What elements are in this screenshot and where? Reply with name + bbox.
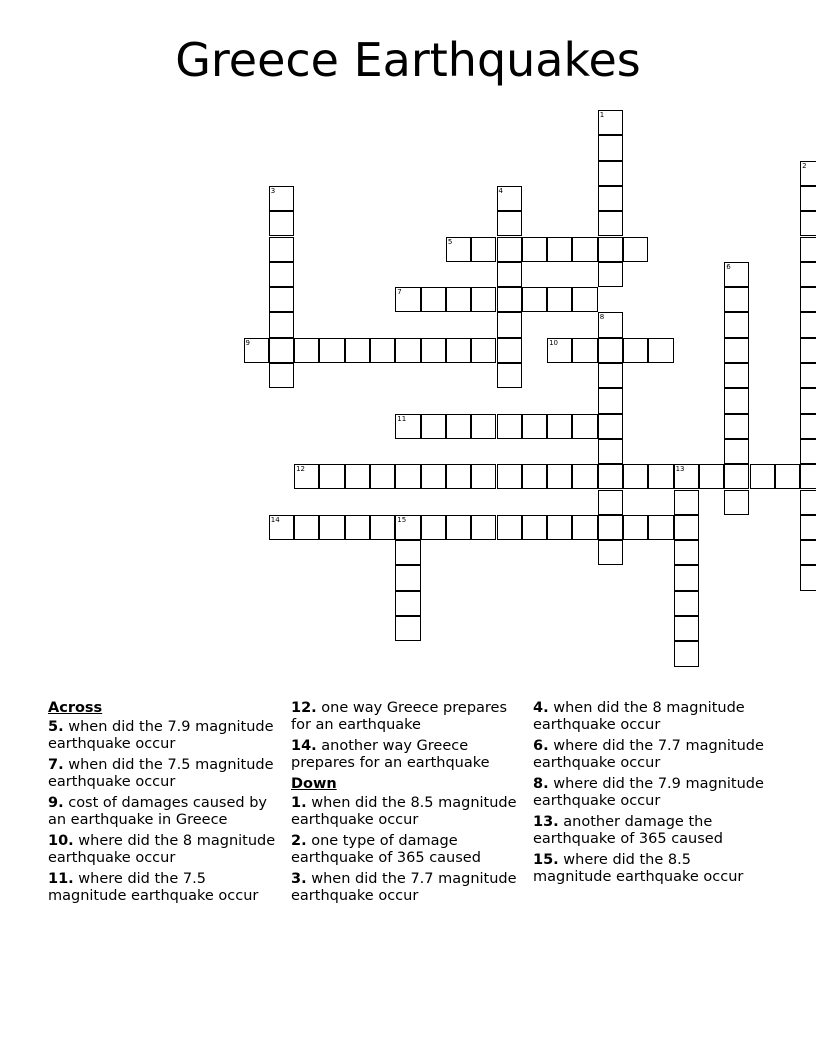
grid-cell[interactable] bbox=[497, 338, 522, 363]
grid-cell[interactable] bbox=[547, 464, 572, 489]
grid-cell[interactable] bbox=[623, 237, 648, 262]
clue-number: 10. bbox=[48, 833, 74, 849]
clue-number: 14. bbox=[291, 738, 317, 754]
grid-cell[interactable] bbox=[497, 515, 522, 540]
grid-cell[interactable] bbox=[497, 312, 522, 337]
grid-cell[interactable] bbox=[724, 490, 749, 515]
grid-cell[interactable] bbox=[522, 237, 547, 262]
grid-cell[interactable] bbox=[370, 464, 395, 489]
grid-cell[interactable] bbox=[750, 464, 775, 489]
grid-cell[interactable] bbox=[522, 464, 547, 489]
grid-cell[interactable] bbox=[522, 414, 547, 439]
grid-cell[interactable] bbox=[648, 338, 673, 363]
grid-cell[interactable] bbox=[800, 186, 816, 211]
grid-cell[interactable] bbox=[598, 211, 623, 236]
grid-cell[interactable] bbox=[800, 464, 816, 489]
across-clue bbox=[48, 719, 283, 753]
grid-cell[interactable] bbox=[648, 515, 673, 540]
clue-number-label: 12 bbox=[296, 465, 306, 474]
clue-text: when did the 7.7 magnitude earthquake occur bbox=[291, 871, 517, 904]
down-clue bbox=[291, 833, 526, 867]
grid-cell[interactable] bbox=[724, 464, 749, 489]
clue-text: when did the 7.5 magnitude earthquake occur bbox=[48, 757, 274, 790]
grid-cell[interactable] bbox=[724, 338, 749, 363]
grid-cell[interactable] bbox=[800, 363, 816, 388]
down-clue bbox=[533, 776, 768, 810]
grid-cell[interactable] bbox=[572, 287, 597, 312]
clue-text: cost of damages caused by an earthquake in Greece bbox=[48, 795, 268, 828]
grid-cell[interactable] bbox=[572, 414, 597, 439]
grid-cell[interactable] bbox=[598, 186, 623, 211]
clues-column-3 bbox=[533, 700, 768, 890]
grid-cell[interactable] bbox=[319, 464, 344, 489]
grid-cell[interactable] bbox=[674, 464, 699, 489]
grid-cell[interactable] bbox=[800, 287, 816, 312]
clue-text: where did the 7.9 magnitude earthquake occur bbox=[533, 776, 764, 809]
grid-cell[interactable] bbox=[395, 515, 420, 540]
clue-number-label: 1 bbox=[599, 111, 605, 119]
grid-cell[interactable] bbox=[724, 439, 749, 464]
clue-number: 7. bbox=[48, 757, 64, 773]
grid-cell[interactable] bbox=[674, 540, 699, 565]
grid-cell[interactable] bbox=[269, 515, 294, 540]
grid-cell[interactable] bbox=[724, 287, 749, 312]
clue-text: one way Greece prepares for an earthquake bbox=[291, 700, 508, 733]
grid-cell[interactable] bbox=[674, 616, 699, 641]
clue-number: 13. bbox=[533, 814, 559, 830]
grid-cell[interactable] bbox=[421, 414, 446, 439]
grid-cell[interactable] bbox=[269, 237, 294, 262]
grid-cell[interactable] bbox=[269, 312, 294, 337]
grid-cell[interactable] bbox=[572, 338, 597, 363]
grid-cell[interactable] bbox=[244, 338, 269, 363]
grid-cell[interactable] bbox=[269, 186, 294, 211]
grid-cell[interactable] bbox=[598, 338, 623, 363]
grid-cell[interactable] bbox=[547, 287, 572, 312]
clue-number-label: 3 bbox=[270, 186, 276, 195]
grid-cell[interactable] bbox=[800, 161, 816, 186]
clue-number-label: 9 bbox=[245, 338, 250, 347]
grid-cell[interactable] bbox=[269, 262, 294, 287]
grid-cell[interactable] bbox=[446, 287, 471, 312]
down-clue bbox=[533, 738, 768, 772]
clue-number: 2. bbox=[291, 833, 307, 849]
clue-text: where did the 7.5 magnitude earthquake occur bbox=[48, 871, 259, 904]
grid-cell[interactable] bbox=[294, 515, 319, 540]
clue-number: 1. bbox=[291, 795, 307, 811]
grid-cell[interactable] bbox=[497, 237, 522, 262]
grid-cell[interactable] bbox=[800, 515, 816, 540]
grid-cell[interactable] bbox=[800, 312, 816, 337]
grid-cell[interactable] bbox=[547, 237, 572, 262]
grid-cell[interactable] bbox=[674, 565, 699, 590]
grid-cell[interactable] bbox=[800, 439, 816, 464]
grid-cell[interactable] bbox=[724, 262, 749, 287]
clue-number: 3. bbox=[291, 871, 307, 887]
grid-cell[interactable] bbox=[421, 464, 446, 489]
grid-cell[interactable] bbox=[471, 515, 496, 540]
grid-cell[interactable] bbox=[724, 414, 749, 439]
grid-cell[interactable] bbox=[623, 515, 648, 540]
grid-cell[interactable] bbox=[446, 515, 471, 540]
grid-cell[interactable] bbox=[370, 515, 395, 540]
grid-cell[interactable] bbox=[421, 338, 446, 363]
grid-cell[interactable] bbox=[800, 237, 816, 262]
down-clue bbox=[291, 871, 526, 905]
grid-cell[interactable] bbox=[446, 237, 471, 262]
grid-cell[interactable] bbox=[572, 464, 597, 489]
grid-cell[interactable] bbox=[395, 616, 420, 641]
grid-cell[interactable] bbox=[674, 641, 699, 666]
grid-cell[interactable] bbox=[699, 464, 724, 489]
clue-number-label: 8 bbox=[599, 313, 605, 322]
clue-text: when did the 7.9 magnitude earthquake occur bbox=[48, 719, 274, 752]
across-clue bbox=[48, 757, 283, 791]
grid-cell[interactable] bbox=[345, 338, 370, 363]
across-clue bbox=[291, 738, 526, 772]
grid-cell[interactable] bbox=[724, 363, 749, 388]
grid-cell[interactable] bbox=[598, 414, 623, 439]
grid-cell[interactable] bbox=[294, 464, 319, 489]
grid-cell[interactable] bbox=[724, 388, 749, 413]
grid-cell[interactable] bbox=[674, 515, 699, 540]
grid-cell[interactable] bbox=[497, 262, 522, 287]
grid-cell[interactable] bbox=[598, 262, 623, 287]
grid-cell[interactable] bbox=[395, 287, 420, 312]
down-clue bbox=[533, 814, 768, 848]
grid-cell[interactable] bbox=[598, 135, 623, 160]
clue-number-label: 13 bbox=[675, 465, 685, 474]
across-clue bbox=[291, 700, 526, 734]
grid-cell[interactable] bbox=[370, 338, 395, 363]
clue-number: 11. bbox=[48, 871, 74, 887]
clue-text: where did the 7.7 magnitude earthquake occur bbox=[533, 738, 764, 771]
clue-number: 5. bbox=[48, 719, 64, 735]
grid-cell[interactable] bbox=[598, 388, 623, 413]
grid-cell[interactable] bbox=[674, 591, 699, 616]
clue-text: when did the 8.5 magnitude earthquake occur bbox=[291, 795, 517, 828]
grid-cell[interactable] bbox=[269, 338, 294, 363]
grid-cell[interactable] bbox=[446, 414, 471, 439]
grid-cell[interactable] bbox=[345, 515, 370, 540]
clue-text: one type of damage earthquake of 365 caused bbox=[291, 833, 481, 866]
grid-cell[interactable] bbox=[269, 211, 294, 236]
clue-number-label: 5 bbox=[447, 237, 453, 246]
clue-number: 9. bbox=[48, 795, 64, 811]
across-clue bbox=[48, 833, 283, 867]
grid-cell[interactable] bbox=[497, 186, 522, 211]
grid-cell[interactable] bbox=[800, 414, 816, 439]
across-clue bbox=[48, 795, 283, 829]
clue-number: 6. bbox=[533, 738, 549, 754]
grid-cell[interactable] bbox=[471, 287, 496, 312]
grid-cell[interactable] bbox=[648, 464, 673, 489]
grid-cell[interactable] bbox=[598, 439, 623, 464]
grid-cell[interactable] bbox=[446, 464, 471, 489]
grid-cell[interactable] bbox=[572, 515, 597, 540]
grid-cell[interactable] bbox=[421, 515, 446, 540]
down-clue bbox=[533, 852, 768, 886]
down-clue bbox=[291, 795, 526, 829]
down-clue bbox=[533, 700, 768, 734]
grid-cell[interactable] bbox=[572, 237, 597, 262]
clue-text: another way Greece prepares for an earthquake bbox=[291, 738, 490, 771]
grid-cell[interactable] bbox=[800, 565, 816, 590]
across-clue bbox=[48, 871, 283, 905]
clue-text: when did the 8 magnitude earthquake occur bbox=[533, 700, 745, 733]
grid-cell[interactable] bbox=[598, 237, 623, 262]
grid-cell[interactable] bbox=[269, 287, 294, 312]
clue-number: 4. bbox=[533, 700, 549, 716]
clues-column-1 bbox=[48, 700, 283, 909]
grid-cell[interactable] bbox=[724, 312, 749, 337]
grid-cell[interactable] bbox=[497, 464, 522, 489]
grid-cell[interactable] bbox=[547, 414, 572, 439]
grid-cell[interactable] bbox=[471, 464, 496, 489]
clues-column-2 bbox=[291, 700, 526, 909]
grid-cell[interactable] bbox=[497, 414, 522, 439]
grid-cell[interactable] bbox=[395, 464, 420, 489]
grid-cell[interactable] bbox=[598, 363, 623, 388]
clue-number-label: 2 bbox=[802, 161, 807, 170]
clue-number-label: 6 bbox=[726, 262, 731, 271]
grid-cell[interactable] bbox=[800, 490, 816, 515]
grid-cell[interactable] bbox=[319, 515, 344, 540]
grid-cell[interactable] bbox=[598, 110, 623, 135]
grid-cell[interactable] bbox=[800, 262, 816, 287]
grid-cell[interactable] bbox=[395, 591, 420, 616]
clue-number-label: 10 bbox=[549, 338, 559, 347]
clue-text: where did the 8 magnitude earthquake occur bbox=[48, 833, 276, 866]
clue-text: where did the 8.5 magnitude earthquake occur bbox=[533, 852, 744, 885]
grid-cell[interactable] bbox=[800, 338, 816, 363]
grid-cell[interactable] bbox=[446, 338, 471, 363]
grid-cell[interactable] bbox=[319, 338, 344, 363]
grid-cell[interactable] bbox=[471, 414, 496, 439]
grid-cell[interactable] bbox=[547, 338, 572, 363]
grid-cell[interactable] bbox=[497, 363, 522, 388]
grid-cell[interactable] bbox=[522, 515, 547, 540]
clue-number-label: 14 bbox=[270, 515, 280, 524]
grid-cell[interactable] bbox=[294, 338, 319, 363]
grid-cell[interactable] bbox=[775, 464, 800, 489]
clue-number-label: 11 bbox=[397, 414, 407, 423]
grid-cell[interactable] bbox=[345, 464, 370, 489]
clue-number: 12. bbox=[291, 700, 317, 716]
grid-cell[interactable] bbox=[395, 338, 420, 363]
clue-number-label: 4 bbox=[498, 186, 503, 195]
grid-cell[interactable] bbox=[395, 565, 420, 590]
grid-cell[interactable] bbox=[598, 312, 623, 337]
grid-cell[interactable] bbox=[471, 237, 496, 262]
grid-cell[interactable] bbox=[497, 287, 522, 312]
grid-cell[interactable] bbox=[800, 211, 816, 236]
grid-cell[interactable] bbox=[598, 490, 623, 515]
grid-cell[interactable] bbox=[598, 161, 623, 186]
grid-cell[interactable] bbox=[522, 287, 547, 312]
clue-text: another damage the earthquake of 365 caused bbox=[533, 814, 723, 847]
grid-cell[interactable] bbox=[471, 338, 496, 363]
grid-cell[interactable] bbox=[623, 338, 648, 363]
clue-number: 8. bbox=[533, 776, 549, 792]
grid-cell[interactable] bbox=[598, 464, 623, 489]
across-heading: Across bbox=[48, 700, 103, 716]
grid-cell[interactable] bbox=[421, 287, 446, 312]
grid-cell[interactable] bbox=[395, 414, 420, 439]
grid-cell[interactable] bbox=[674, 490, 699, 515]
down-heading: Down bbox=[291, 776, 337, 792]
grid-cell[interactable] bbox=[800, 388, 816, 413]
clue-number-label: 7 bbox=[397, 288, 402, 297]
grid-cell[interactable] bbox=[623, 464, 648, 489]
grid-cell[interactable] bbox=[395, 540, 420, 565]
page-title: Greece Earthquakes bbox=[175, 33, 641, 87]
grid-cell[interactable] bbox=[269, 363, 294, 388]
clue-number: 15. bbox=[533, 852, 559, 868]
clue-number-label: 15 bbox=[397, 515, 407, 524]
grid-cell[interactable] bbox=[497, 211, 522, 236]
grid-cell[interactable] bbox=[800, 540, 816, 565]
grid-cell[interactable] bbox=[547, 515, 572, 540]
grid-cell[interactable] bbox=[598, 515, 623, 540]
grid-cell[interactable] bbox=[598, 540, 623, 565]
